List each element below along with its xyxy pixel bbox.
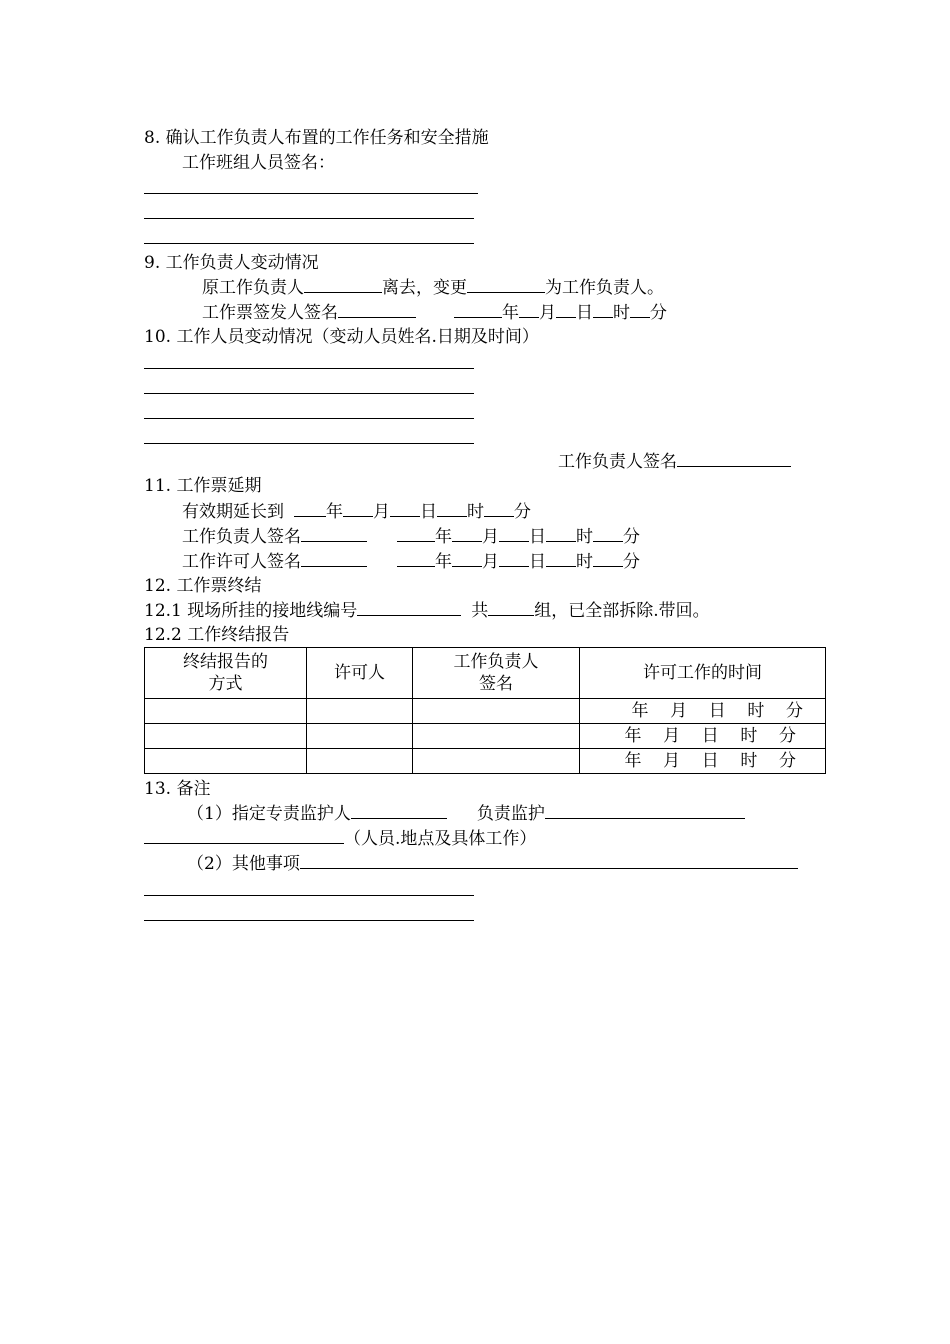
cell-permitter[interactable]: [307, 749, 413, 774]
day-label: 日: [576, 303, 593, 323]
header-permit-time: 许可工作的时间: [580, 648, 826, 699]
termination-report-table: [144, 647, 826, 774]
remark-item-2: [187, 853, 798, 874]
table-header-row: [145, 648, 826, 699]
extend-year-blank[interactable]: [294, 501, 326, 517]
section-12-heading: 12. 工作票终结: [144, 576, 262, 596]
day-label: 日: [529, 527, 546, 547]
ground-wire-suffix: 组，已全部拆除.带回。: [534, 601, 710, 621]
cell-method[interactable]: [145, 724, 307, 749]
supervise-label: 负责监护: [476, 804, 545, 824]
day-label: 日: [529, 552, 546, 572]
ground-wire-total-label: 共: [471, 601, 489, 621]
month-label: 月: [373, 502, 390, 522]
month-label: 月: [539, 303, 556, 323]
year-label: 年: [326, 502, 343, 522]
other-matters-blank[interactable]: [300, 853, 798, 869]
header-report-method: 终结报告的 方式: [145, 648, 307, 699]
leave-change-label: 离去，变更: [382, 278, 467, 298]
leader-day-blank[interactable]: [499, 526, 529, 542]
minute-label: 分: [514, 502, 531, 522]
month-blank[interactable]: [519, 302, 539, 318]
extend-minute-blank[interactable]: [484, 501, 514, 517]
table-row: [145, 749, 826, 774]
orig-leader-label: 原工作负责人: [202, 278, 304, 298]
leader-sign-blank[interactable]: [677, 451, 791, 467]
guardian-blank[interactable]: [351, 803, 447, 819]
year-label: 年: [502, 303, 519, 323]
hour-label: 时: [467, 502, 484, 522]
day-label: 日: [420, 502, 437, 522]
cell-time[interactable]: 年 月 日 时 分: [580, 699, 826, 724]
section-10-heading: 10. 工作人员变动情况（变动人员姓名.日期及时间）: [144, 327, 539, 347]
remark-item-1: [187, 803, 745, 824]
cell-time[interactable]: 年 月 日 时 分: [580, 749, 826, 774]
section-11-heading: 11. 工作票延期: [144, 476, 262, 496]
orig-leader-blank[interactable]: [304, 277, 382, 293]
permit-hour-blank[interactable]: [546, 551, 576, 567]
supervise-detail-blank[interactable]: [144, 828, 344, 844]
minute-blank[interactable]: [630, 302, 650, 318]
cell-permitter[interactable]: [307, 724, 413, 749]
year-label: 年: [435, 527, 452, 547]
permit-year-blank[interactable]: [397, 551, 435, 567]
extend-leader-label: 工作负责人签名: [182, 527, 301, 547]
day-blank[interactable]: [556, 302, 576, 318]
change-line-2[interactable]: [144, 393, 474, 394]
section-8-heading: 8. 确认工作负责人布置的工作任务和安全措施: [144, 128, 489, 148]
minute-label: 分: [650, 303, 667, 323]
leader-sign-label: 工作负责人签名: [558, 452, 677, 472]
hour-label: 时: [576, 527, 593, 547]
leader-minute-blank[interactable]: [593, 526, 623, 542]
issuer-sign-blank[interactable]: [338, 302, 416, 318]
supervise-blank[interactable]: [545, 803, 745, 819]
remark-line-1[interactable]: [144, 895, 474, 896]
permit-minute-blank[interactable]: [593, 551, 623, 567]
cell-permitter[interactable]: [307, 699, 413, 724]
hour-label: 时: [613, 303, 630, 323]
crew-signature-label: 工作班组人员签名：: [182, 153, 335, 173]
ground-wire-count-blank[interactable]: [488, 600, 534, 616]
hour-blank[interactable]: [593, 302, 613, 318]
extend-permit-line: [182, 551, 640, 572]
ground-wire-label: 12.1 现场所挂的接地线编号: [144, 601, 358, 621]
leader-change-line: [202, 277, 664, 298]
permit-month-blank[interactable]: [452, 551, 482, 567]
extend-leader-blank[interactable]: [301, 526, 367, 542]
section-13-heading: 13. 备注: [144, 779, 211, 799]
change-line-3[interactable]: [144, 418, 474, 419]
new-leader-label: 为工作负责人。: [545, 278, 664, 298]
permit-day-blank[interactable]: [499, 551, 529, 567]
header-leader-sign: 工作负责人 签名: [413, 648, 580, 699]
remark-line-2[interactable]: [144, 920, 474, 921]
extend-line: [182, 501, 531, 522]
issuer-sign-line: [202, 302, 667, 323]
new-leader-blank[interactable]: [467, 277, 545, 293]
minute-label: 分: [623, 552, 640, 572]
supervise-detail-label: （人员.地点及具体工作）: [344, 829, 537, 849]
cell-time[interactable]: 年 月 日 时 分: [580, 724, 826, 749]
month-label: 月: [482, 552, 499, 572]
leader-year-blank[interactable]: [397, 526, 435, 542]
extend-month-blank[interactable]: [343, 501, 373, 517]
table-row: [145, 699, 826, 724]
issuer-sign-label: 工作票签发人签名: [202, 303, 338, 323]
cell-leader-sign[interactable]: [413, 699, 580, 724]
ground-wire-line: [144, 600, 710, 621]
header-permitter: 许可人: [307, 648, 413, 699]
table-row: [145, 724, 826, 749]
leader-month-blank[interactable]: [452, 526, 482, 542]
signature-line-1[interactable]: [144, 193, 478, 194]
guardian-label: （1）指定专责监护人: [187, 804, 351, 824]
signature-line-3[interactable]: [144, 243, 474, 244]
extend-leader-line: [182, 526, 640, 547]
cell-method[interactable]: [145, 699, 307, 724]
minute-label: 分: [623, 527, 640, 547]
ground-wire-number-blank[interactable]: [357, 600, 461, 616]
remark-item-1-tail: [144, 828, 536, 849]
extend-label: 有效期延长到: [182, 502, 284, 522]
year-label: 年: [435, 552, 452, 572]
cell-leader-sign[interactable]: [413, 749, 580, 774]
extend-permit-blank[interactable]: [301, 551, 367, 567]
change-line-1[interactable]: [144, 368, 474, 369]
cell-leader-sign[interactable]: [413, 724, 580, 749]
year-blank[interactable]: [454, 302, 502, 318]
signature-line-2[interactable]: [144, 218, 474, 219]
leader-sign-line: [558, 451, 791, 472]
cell-method[interactable]: [145, 749, 307, 774]
extend-day-blank[interactable]: [390, 501, 420, 517]
section-9-heading: 9. 工作负责人变动情况: [144, 253, 319, 273]
leader-hour-blank[interactable]: [546, 526, 576, 542]
change-line-4[interactable]: [144, 443, 474, 444]
other-matters-label: （2）其他事项: [187, 854, 300, 874]
month-label: 月: [482, 527, 499, 547]
hour-label: 时: [576, 552, 593, 572]
report-heading: 12.2 工作终结报告: [144, 625, 290, 645]
extend-permit-label: 工作许可人签名: [182, 552, 301, 572]
extend-hour-blank[interactable]: [437, 501, 467, 517]
